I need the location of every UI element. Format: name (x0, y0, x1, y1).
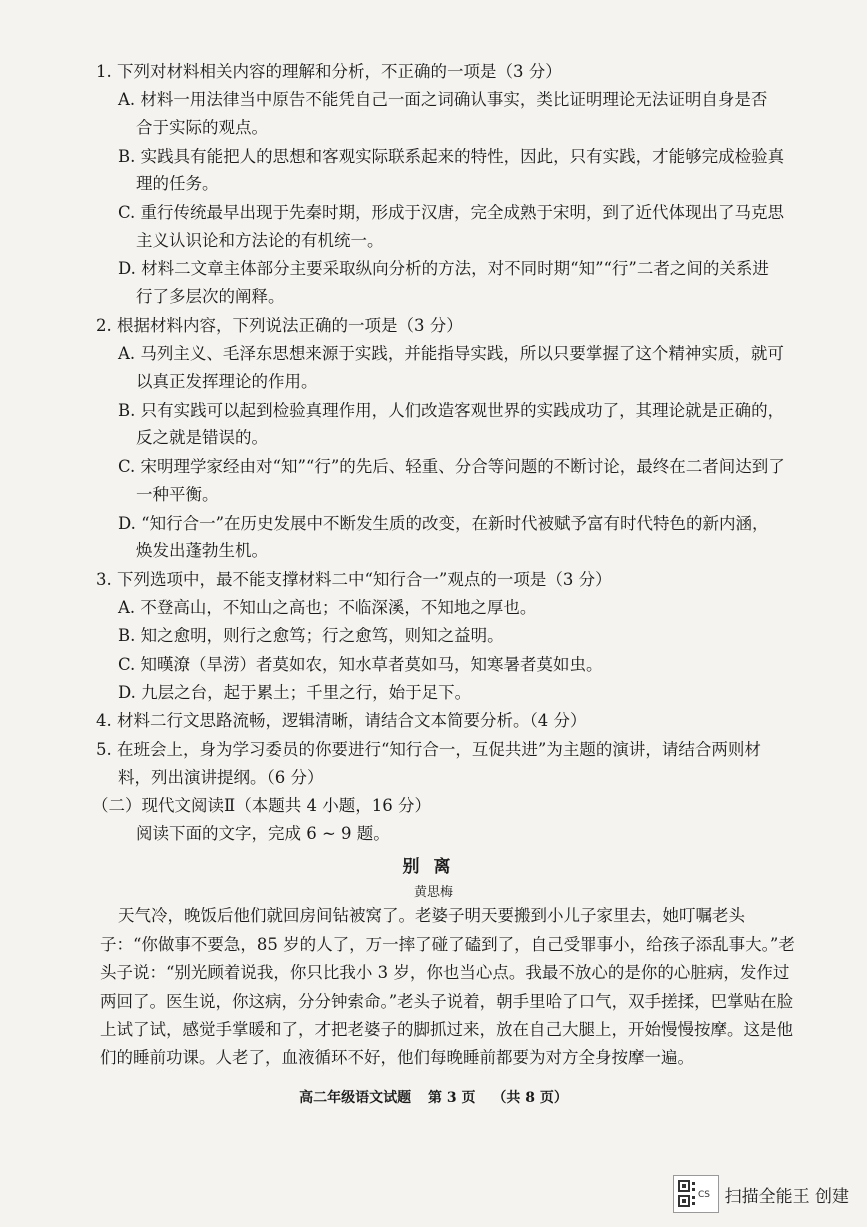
q1-option-d-cont: 行了多层次的阐释。 (136, 287, 285, 306)
q1-option-c: C. 重行传统最早出现于先秦时期，形成于汉唐，完全成熟于宋明，到了近代体现出了马克思 (118, 203, 785, 222)
question-1-stem: 1. 下列对材料相关内容的理解和分析，不正确的一项是（3 分） (96, 62, 562, 81)
article-paragraph-line: 天气冷，晚饭后他们就回房间钻被窝了。老婆子明天要搬到小儿子家里去，她叮嘱老头 (118, 906, 745, 925)
q2-option-c: C. 宋明理学家经由对“知”“行”的先后、轻重、分合等问题的不断讨论，最终在二者间达到了 (118, 457, 785, 476)
footer-total-pages: （共 8 页） (492, 1090, 568, 1106)
article-paragraph-line: 两回了。医生说，你这病，分分钟索命。”老头子说着，朝手里哈了口气，双手搓揉，巴掌贴在脸 (100, 992, 794, 1011)
q1-option-b: B. 实践具有能把人的思想和客观实际联系起来的特性，因此，只有实践，才能够完成检验真 (118, 147, 785, 166)
article-paragraph-line: 上试了试，感觉手掌暖和了，才把老婆子的脚抓过来，放在自己大腿上，开始慢慢按摩。这是他 (100, 1020, 793, 1039)
section-heading: （二）现代文阅读Ⅱ（本题共 4 小题，16 分） (92, 796, 431, 815)
scanner-watermark (673, 1175, 849, 1213)
q2-option-d-cont: 焕发出蓬勃生机。 (136, 541, 268, 560)
q1-option-b-cont: 理的任务。 (136, 174, 219, 193)
question-5-stem-cont: 料，列出演讲提纲。（6 分） (118, 768, 324, 787)
q2-option-c-cont: 一种平衡。 (136, 485, 219, 504)
q3-option-a: A. 不登高山，不知山之高也；不临深溪，不知地之厚也。 (118, 598, 537, 617)
question-2-stem: 2. 根据材料内容，下列说法正确的一项是（3 分） (96, 316, 463, 335)
article-paragraph-line: 头子说：“别光顾着说我，你只比我小 3 岁，你也当心点。我最不放心的是你的心脏病，发作过 (100, 963, 790, 982)
footer-page-number: 第 3 页 (428, 1090, 476, 1106)
qr-code-icon (678, 1180, 714, 1208)
article-paragraph-line: 子：“你做事不要急，85 岁的人了，万一摔了碰了磕到了，自己受罪事小，给孩子添乱事大。”老 (100, 935, 795, 954)
q3-option-b: B. 知之愈明，则行之愈笃；行之愈笃，则知之益明。 (118, 626, 504, 645)
q1-option-a-cont: 合于实际的观点。 (136, 118, 268, 137)
footer-exam-title: 高二年级语文试题 (299, 1090, 412, 1106)
article-title: 别离 (402, 857, 465, 877)
q1-option-c-cont: 主义认识论和方法论的有机统一。 (136, 231, 384, 250)
q3-option-d: D. 九层之台，起于累土；千里之行，始于足下。 (118, 683, 472, 702)
q2-option-b: B. 只有实践可以起到检验真理作用，人们改造客观世界的实践成功了，其理论就是正确的， (118, 401, 785, 420)
q1-option-a: A. 材料一用法律当中原告不能凭自己一面之词确认事实，类比证明理论无法证明自身是否 (118, 90, 768, 109)
question-4-stem: 4. 材料二行文思路流畅，逻辑清晰，请结合文本简要分析。（4 分） (96, 711, 587, 730)
page-footer (0, 1088, 867, 1108)
question-3-stem: 3. 下列选项中，最不能支撑材料二中“知行合一”观点的一项是（3 分） (96, 570, 612, 589)
svg-text:CS: CS (697, 1190, 710, 1200)
q2-option-b-cont: 反之就是错误的。 (136, 428, 268, 447)
article-paragraph-line: 们的睡前功课。人老了，血液循环不好，他们每晚睡前都要为对方全身按摩一遍。 (100, 1048, 694, 1067)
article-author: 黄思梅 (413, 885, 453, 900)
watermark-text: 扫描全能王 创建 (724, 1186, 849, 1207)
q2-option-a: A. 马列主义、毛泽东思想来源于实践，并能指导实践，所以只要掌握了这个精神实质，就可 (118, 344, 784, 363)
q3-option-c: C. 知暵潦（旱涝）者莫如农，知水草者莫如马，知寒暑者莫如虫。 (118, 655, 603, 674)
q2-option-d: D. “知行合一”在历史发展中不断发生质的改变，在新时代被赋予富有时代特色的新内涵， (118, 514, 769, 533)
question-5-stem: 5. 在班会上，身为学习委员的你要进行“知行合一，互促共进”为主题的演讲，请结合两则材 (96, 740, 761, 759)
scanner-logo-icon (673, 1175, 719, 1213)
q1-option-d: D. 材料二文章主体部分主要采取纵向分析的方法，对不同时期“知”“行”二者之间的关系进 (118, 259, 769, 278)
q2-option-a-cont: 以真正发挥理论的作用。 (136, 372, 318, 391)
reading-instruction: 阅读下面的文字，完成 6 ~ 9 题。 (136, 824, 390, 843)
